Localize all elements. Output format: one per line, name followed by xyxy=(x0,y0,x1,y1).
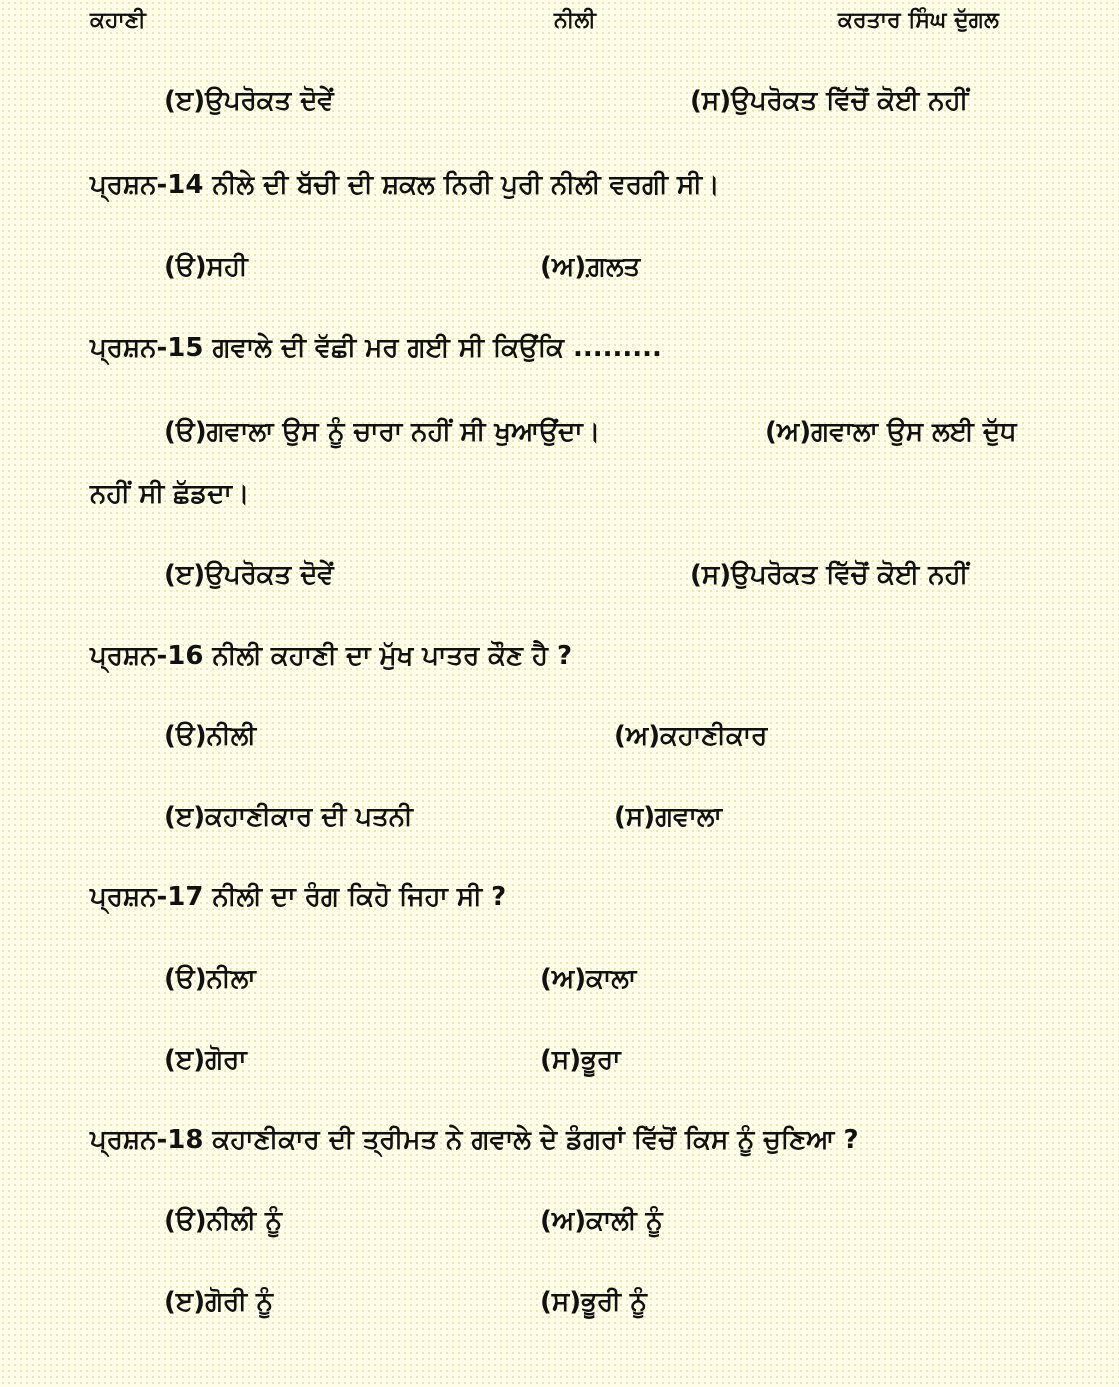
q16-option-a: (ੳ)ਨੀਲੀ xyxy=(164,721,257,751)
q17-option-d: (ਸ)ਭੂਰਾ xyxy=(540,1045,621,1075)
question-18: ਪ੍ਰਸ਼ਨ-18 ਕਹਾਣੀਕਾਰ ਦੀ ਤ੍ਰੀਮਤ ਨੇ ਗਵਾਲੇ ਦੇ ਡੰਗਰਾਂ ਵਿੱਚੋਂ ਕਿਸ ਨੂੰ ਚੁਣਿਆ ? xyxy=(90,1125,859,1155)
q18-option-a: (ੳ)ਨੀਲੀ ਨੂੰ xyxy=(164,1206,283,1236)
q15-option-b-continued: ਨਹੀਂ ਸੀ ਛੱਡਦਾ। xyxy=(90,479,250,509)
q16-option-d: (ਸ)ਗਵਾਲਾ xyxy=(614,802,722,832)
header-author: ਕਰਤਾਰ ਸਿੰਘ ਦੁੱਗਲ xyxy=(838,8,999,33)
prev-option-d: (ਸ)ਉਪਰੋਕਤ ਵਿੱਚੋਂ ਕੋਈ ਨਹੀਂ xyxy=(690,86,969,116)
header-subject: ਕਹਾਣੀ xyxy=(90,8,146,33)
q15-option-a: (ੳ)ਗਵਾਲਾ ਉਸ ਨੂੰ ਚਾਰਾ ਨਹੀਂ ਸੀ ਖੁਆਉਂਦਾ। xyxy=(164,417,601,447)
q17-option-c: (ੲ)ਗੋਰਾ xyxy=(164,1045,247,1075)
q17-option-b: (ਅ)ਕਾਲਾ xyxy=(540,964,637,994)
q18-option-c: (ੲ)ਗੋਰੀ ਨੂੰ xyxy=(164,1287,274,1317)
question-14: ਪ੍ਰਸ਼ਨ-14 ਨੀਲੇ ਦੀ ਬੱਚੀ ਦੀ ਸ਼ਕਲ ਨਿਰੀ ਪੁਰੀ ਨੀਲੀ ਵਰਗੀ ਸੀ। xyxy=(90,170,720,200)
q18-option-d: (ਸ)ਭੂਰੀ ਨੂੰ xyxy=(540,1287,647,1317)
header-title: ਨੀਲੀ xyxy=(554,8,596,33)
q15-option-d: (ਸ)ਉਪਰੋਕਤ ਵਿੱਚੋਂ ਕੋਈ ਨਹੀਂ xyxy=(690,560,969,590)
prev-option-c: (ੲ)ਉਪਰੋਕਤ ਦੋਵੇਂ xyxy=(164,86,334,116)
q14-option-b: (ਅ)ਗ਼ਲਤ xyxy=(540,252,641,282)
q15-option-c: (ੲ)ਉਪਰੋਕਤ ਦੋਵੇਂ xyxy=(164,560,334,590)
q15-option-b: (ਅ)ਗਵਾਲਾ ਉਸ ਲਈ ਦੁੱਧ xyxy=(765,417,1017,447)
question-15: ਪ੍ਰਸ਼ਨ-15 ਗਵਾਲੇ ਦੀ ਵੱਛੀ ਮਰ ਗਈ ਸੀ ਕਿਉਂਕਿ ......... xyxy=(90,333,662,363)
question-17: ਪ੍ਰਸ਼ਨ-17 ਨੀਲੀ ਦਾ ਰੰਗ ਕਿਹੋ ਜਿਹਾ ਸੀ ? xyxy=(90,882,507,912)
q18-option-b: (ਅ)ਕਾਲੀ ਨੂੰ xyxy=(540,1206,663,1236)
q16-option-b: (ਅ)ਕਹਾਣੀਕਾਰ xyxy=(614,721,768,751)
q16-option-c: (ੲ)ਕਹਾਣੀਕਾਰ ਦੀ ਪਤਨੀ xyxy=(164,802,413,832)
q17-option-a: (ੳ)ਨੀਲਾ xyxy=(164,964,256,994)
question-16: ਪ੍ਰਸ਼ਨ-16 ਨੀਲੀ ਕਹਾਣੀ ਦਾ ਮੁੱਖ ਪਾਤਰ ਕੌਣ ਹੈ ? xyxy=(90,641,573,671)
q14-option-a: (ੳ)ਸਹੀ xyxy=(164,252,248,282)
